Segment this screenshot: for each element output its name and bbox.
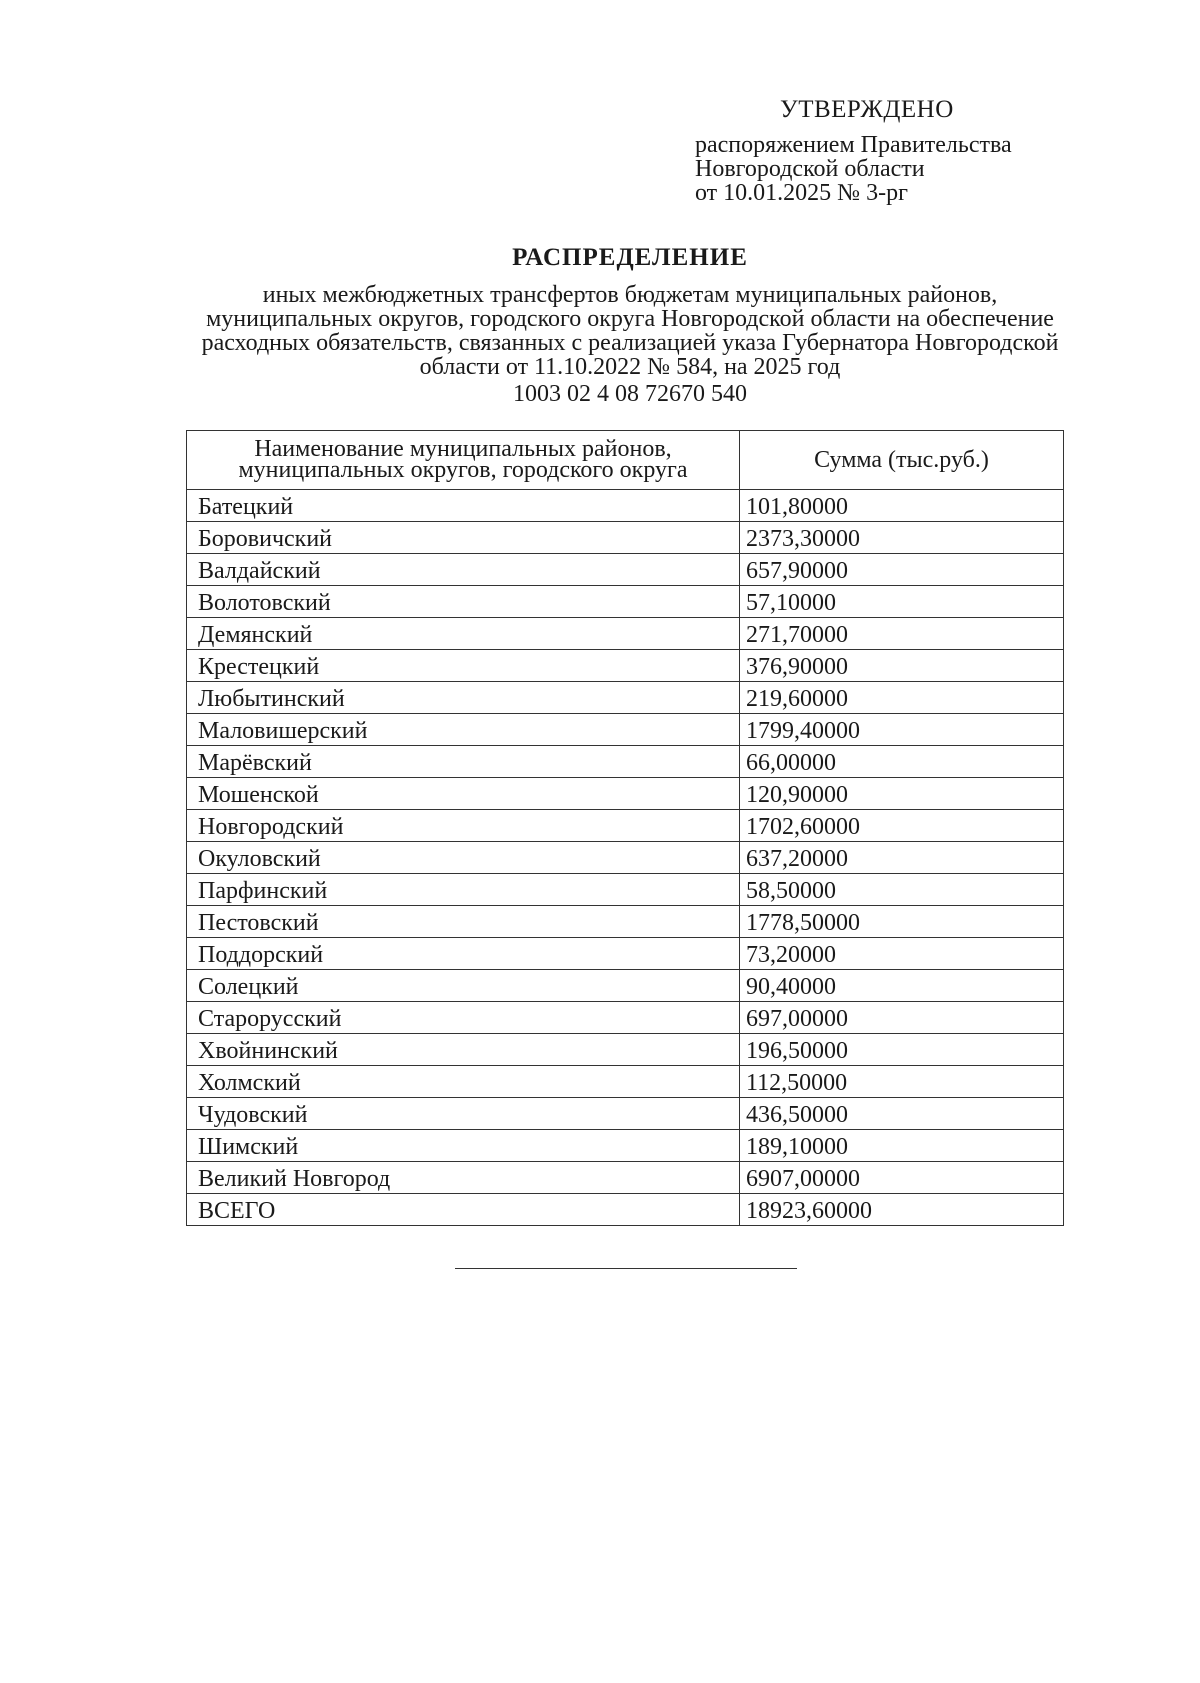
municipality-name: ВСЕГО [187,1194,740,1226]
municipality-name: Батецкий [187,490,740,522]
table-row [187,554,1064,586]
distribution-table [186,430,1064,1226]
table-row [187,522,1064,554]
table-row [187,842,1064,874]
amount-value: 18923,60000 [740,1194,1064,1226]
amount-value: 1778,50000 [740,906,1064,938]
table-row [187,1130,1064,1162]
table-row [187,1034,1064,1066]
amount-value: 271,70000 [740,618,1064,650]
approval-line: распоряжением Правительства [695,132,1012,158]
column-header-name: Наименование муниципальных районов, муниципальных округов, городского округа [187,431,740,490]
amount-value: 376,90000 [740,650,1064,682]
table-row [187,1194,1064,1226]
table-row [187,1098,1064,1130]
document-subtitle: иных межбюджетных трансфертов бюджетам муниципальных районов, муниципальных округов, городского округа Новгородской области на обеспечение расходных обязательств, связанных с реализацией указа Губернатора Новгородской области от 11.10.2022 № 584, на 2025 год [201,282,1059,380]
municipality-name: Поддорский [187,938,740,970]
table-row [187,1066,1064,1098]
amount-value: 101,80000 [740,490,1064,522]
approval-line: Новгородской области [695,156,925,182]
municipality-name: Демянский [187,618,740,650]
municipality-name: Пестовский [187,906,740,938]
table-row [187,970,1064,1002]
signature-divider [455,1268,797,1269]
municipality-name: Окуловский [187,842,740,874]
table-row [187,1162,1064,1194]
municipality-name: Солецкий [187,970,740,1002]
amount-value: 57,10000 [740,586,1064,618]
table-row [187,906,1064,938]
amount-value: 73,20000 [740,938,1064,970]
approval-line: от 10.01.2025 № 3-рг [695,180,908,206]
amount-value: 189,10000 [740,1130,1064,1162]
table-row [187,874,1064,906]
amount-value: 219,60000 [740,682,1064,714]
amount-value: 2373,30000 [740,522,1064,554]
table-row [187,490,1064,522]
municipality-name: Хвойнинский [187,1034,740,1066]
table-row [187,810,1064,842]
municipality-name: Парфинский [187,874,740,906]
amount-value: 196,50000 [740,1034,1064,1066]
table-row [187,778,1064,810]
municipality-name: Чудовский [187,1098,740,1130]
table-row [187,746,1064,778]
amount-value: 120,90000 [740,778,1064,810]
document-title: РАСПРЕДЕЛЕНИЕ [512,244,748,271]
amount-value: 112,50000 [740,1066,1064,1098]
municipality-name: Крестецкий [187,650,740,682]
amount-value: 90,40000 [740,970,1064,1002]
amount-value: 697,00000 [740,1002,1064,1034]
table-row [187,650,1064,682]
amount-value: 1702,60000 [740,810,1064,842]
table-row [187,938,1064,970]
municipality-name: Боровичский [187,522,740,554]
municipality-name: Холмский [187,1066,740,1098]
amount-value: 436,50000 [740,1098,1064,1130]
municipality-name: Любытинский [187,682,740,714]
table-row [187,714,1064,746]
budget-code: 1003 02 4 08 72670 540 [513,381,747,407]
amount-value: 637,20000 [740,842,1064,874]
municipality-name: Старорусский [187,1002,740,1034]
municipality-name: Шимский [187,1130,740,1162]
column-header-amount: Сумма (тыс.руб.) [740,431,1064,490]
approved-stamp-heading: УТВЕРЖДЕНО [780,96,954,123]
approval-reference [695,133,1012,205]
amount-value: 58,50000 [740,874,1064,906]
amount-value: 66,00000 [740,746,1064,778]
municipality-name: Великий Новгород [187,1162,740,1194]
municipality-name: Марёвский [187,746,740,778]
amount-value: 657,90000 [740,554,1064,586]
municipality-name: Волотовский [187,586,740,618]
table-row [187,682,1064,714]
amount-value: 6907,00000 [740,1162,1064,1194]
table-row [187,1002,1064,1034]
table-row [187,586,1064,618]
amount-value: 1799,40000 [740,714,1064,746]
table-row [187,618,1064,650]
municipality-name: Мошенской [187,778,740,810]
municipality-name: Маловишерский [187,714,740,746]
municipality-name: Новгородский [187,810,740,842]
table-header-row [187,431,1064,490]
municipality-name: Валдайский [187,554,740,586]
